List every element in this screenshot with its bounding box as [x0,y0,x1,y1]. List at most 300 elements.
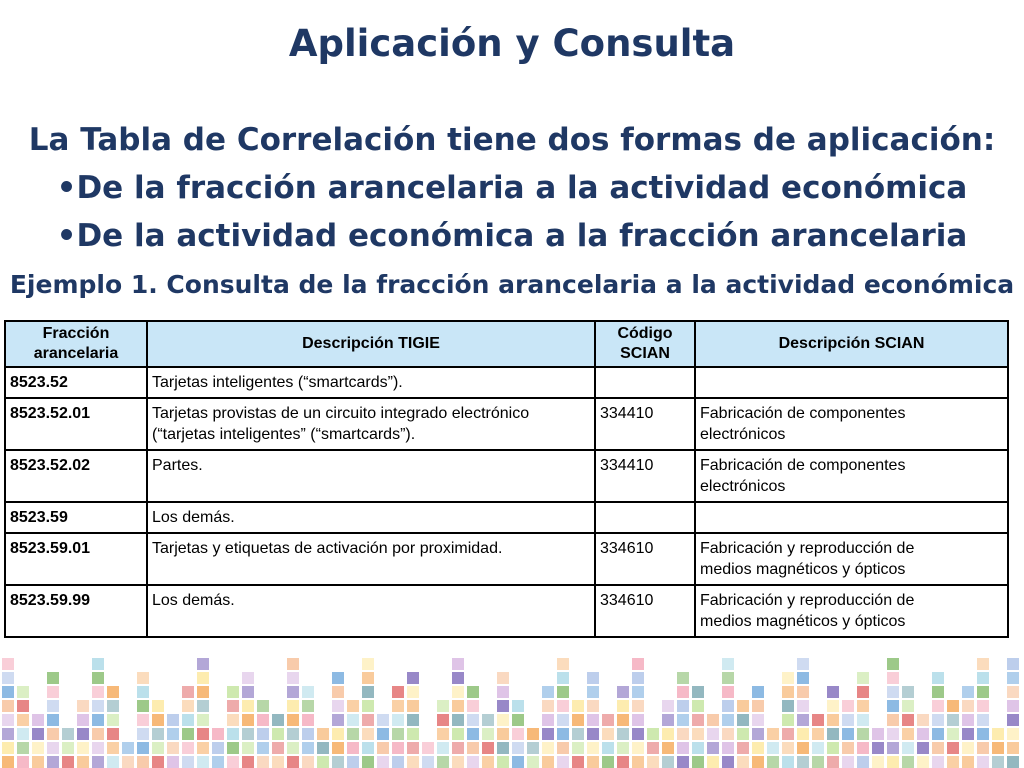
decor-column [452,656,464,768]
cell-tigie [147,502,595,533]
decor-column [527,726,539,768]
decor-square [752,742,764,754]
decor-square [467,686,479,698]
decor-square [392,714,404,726]
decor-square [977,672,989,684]
decor-square [527,728,539,740]
decor-square [62,742,74,754]
decor-square [737,742,749,754]
decor-square [242,756,254,768]
decor-square [107,728,119,740]
decor-square [182,756,194,768]
decor-square [677,686,689,698]
decor-square [47,686,59,698]
decor-column [257,698,269,768]
decor-square [617,728,629,740]
table-row [5,585,1008,637]
decor-square [932,756,944,768]
decor-square [302,728,314,740]
decor-square [257,700,269,712]
decor-square [722,742,734,754]
header-codigo-line2: SCIAN [620,345,670,362]
decor-square [632,686,644,698]
decor-square [617,686,629,698]
cell-scian-line1: Fabricación y reproducción de [700,540,915,557]
decor-column [902,684,914,768]
decor-square [542,686,554,698]
decor-square [692,742,704,754]
decor-square [347,728,359,740]
decor-column [557,656,569,768]
decor-square [737,700,749,712]
header-fraccion-line1: Fracción [42,325,110,342]
decor-square [452,728,464,740]
decor-square [857,728,869,740]
decor-square [47,700,59,712]
decor-column [872,726,884,768]
decor-square [62,756,74,768]
decor-square [2,742,14,754]
decor-square [332,728,344,740]
decor-square [1007,700,1019,712]
decor-square [992,742,1004,754]
decor-square [377,742,389,754]
decor-square [932,742,944,754]
decor-square [512,756,524,768]
decor-square [197,658,209,670]
decor-square [722,714,734,726]
decor-square [947,700,959,712]
decor-square [902,728,914,740]
decor-square [332,742,344,754]
decor-square [122,756,134,768]
decor-square [857,686,869,698]
decor-column [2,656,14,768]
decor-square [782,700,794,712]
decor-column [227,684,239,768]
decor-square [227,742,239,754]
decor-square [182,728,194,740]
decor-square [587,672,599,684]
decor-square [287,756,299,768]
decor-square [797,686,809,698]
decor-square [812,714,824,726]
decor-square [572,700,584,712]
decor-square [227,756,239,768]
decor-square [557,700,569,712]
decor-square [197,714,209,726]
decor-square [1007,742,1019,754]
decor-square [677,728,689,740]
cell-fraccion: 8523.52.02 [5,450,147,502]
decor-square [122,742,134,754]
decor-square [752,728,764,740]
decor-column [317,726,329,768]
cell-scian-line1: Fabricación y reproducción de [700,592,915,609]
decor-square [707,728,719,740]
decor-square [587,686,599,698]
decor-column [947,698,959,768]
decor-square [872,728,884,740]
decor-square [1007,728,1019,740]
decor-square [812,728,824,740]
decor-square [782,672,794,684]
decor-square [242,700,254,712]
decor-square [467,728,479,740]
decor-square [137,714,149,726]
cell-scian-line2: medios magnéticos y ópticos [700,613,906,630]
decor-square [482,714,494,726]
cell-tigie-line1: Los demás. [152,592,235,609]
decor-square [497,714,509,726]
decor-square [962,700,974,712]
decor-square [572,728,584,740]
decor-column [32,712,44,768]
decor-square [167,742,179,754]
decor-square [197,756,209,768]
header-descripcion-scian: Descripción SCIAN [695,321,1008,367]
decor-square [932,728,944,740]
decor-square [152,714,164,726]
decor-square [212,728,224,740]
decor-square [197,728,209,740]
decor-square [917,728,929,740]
decor-square [572,756,584,768]
decor-square [677,756,689,768]
decor-square [407,756,419,768]
decor-square [2,686,14,698]
decor-square [197,686,209,698]
decor-square [287,742,299,754]
table-row [5,450,1008,502]
decor-square [947,728,959,740]
decor-square [977,714,989,726]
decor-column [617,684,629,768]
example-title: Ejemplo 1. Consulta de la fracción arancelaria a la actividad económica [9,270,1015,299]
decor-square [17,700,29,712]
cell-codigo: 334410 [595,398,695,450]
decor-square [272,714,284,726]
decor-square [362,658,374,670]
decor-square [242,728,254,740]
decor-square [722,728,734,740]
decor-square [887,728,899,740]
decor-column [572,698,584,768]
decor-square [467,714,479,726]
table-header-row [5,321,1008,367]
decor-square [332,686,344,698]
decor-square [767,756,779,768]
decor-square [332,700,344,712]
decor-column [92,656,104,768]
cell-tigie [147,398,595,450]
decor-square [287,686,299,698]
decor-square [917,714,929,726]
decor-square [752,700,764,712]
decor-square [47,742,59,754]
correlation-table [4,320,1009,638]
decor-square [542,700,554,712]
decor-square [212,756,224,768]
decor-square [2,658,14,670]
decor-square [512,714,524,726]
decor-square [257,756,269,768]
decor-column [512,698,524,768]
decor-square [212,742,224,754]
decor-square [782,714,794,726]
cell-scian [695,502,1008,533]
decor-square [572,742,584,754]
decor-square [842,728,854,740]
header-fraccion-line2: arancelaria [33,345,119,362]
decor-column [437,698,449,768]
decor-square [737,756,749,768]
decor-square [152,756,164,768]
decor-column [122,740,134,768]
decor-square [947,756,959,768]
decor-square [242,714,254,726]
colored-squares-footer [0,650,1024,768]
cell-scian-line1: Fabricación de componentes [700,405,906,422]
decor-square [887,700,899,712]
decor-square [272,756,284,768]
decor-square [857,742,869,754]
decor-square [377,756,389,768]
decor-square [542,756,554,768]
decor-square [467,700,479,712]
decor-square [542,728,554,740]
decor-square [317,756,329,768]
decor-column [242,670,254,768]
decor-square [92,672,104,684]
decor-square [47,728,59,740]
decor-square [947,714,959,726]
decor-square [512,742,524,754]
decor-square [152,742,164,754]
decor-square [887,742,899,754]
decor-square [617,742,629,754]
decor-column [362,656,374,768]
decor-square [227,728,239,740]
decor-square [1007,658,1019,670]
decor-square [557,714,569,726]
decor-column [932,670,944,768]
decor-square [92,658,104,670]
correlation-table-wrapper [4,320,1009,638]
decor-column [977,656,989,768]
decor-square [227,700,239,712]
decor-square [887,672,899,684]
cell-tigie-line1: Tarjetas y etiquetas de activación por proximidad. [152,540,503,557]
decor-square [77,728,89,740]
decor-square [287,728,299,740]
decor-square [737,714,749,726]
decor-column [467,684,479,768]
decor-column [212,726,224,768]
decor-square [692,700,704,712]
decor-column [992,726,1004,768]
cell-scian-line2: electrónicos [700,478,786,495]
decor-square [842,756,854,768]
decor-column [392,684,404,768]
decor-square [107,756,119,768]
decor-square [887,658,899,670]
decor-column [602,712,614,768]
intro-block [0,116,1024,260]
decor-square [167,756,179,768]
decor-column [482,712,494,768]
decor-square [32,742,44,754]
decor-column [707,712,719,768]
decor-square [332,714,344,726]
decor-column [107,684,119,768]
decor-square [17,686,29,698]
decor-square [677,700,689,712]
decor-column [737,698,749,768]
decor-square [377,714,389,726]
decor-square [752,756,764,768]
decor-square [677,714,689,726]
cell-tigie-line2: (“tarjetas inteligentes” (“smartcards”). [152,426,416,443]
decor-square [632,742,644,754]
decor-square [947,742,959,754]
cell-codigo: 334410 [595,450,695,502]
decor-square [77,742,89,754]
decor-square [302,756,314,768]
decor-square [362,686,374,698]
decor-square [632,756,644,768]
decor-square [887,756,899,768]
decor-square [392,756,404,768]
decor-square [557,742,569,754]
decor-square [107,686,119,698]
decor-square [182,686,194,698]
decor-square [347,700,359,712]
decor-square [182,714,194,726]
decor-column [332,670,344,768]
decor-square [107,700,119,712]
cell-scian [695,398,1008,450]
decor-square [737,728,749,740]
decor-column [722,656,734,768]
decor-square [917,756,929,768]
decor-square [932,700,944,712]
decor-square [347,756,359,768]
cell-tigie [147,450,595,502]
header-codigo-line1: Código [617,325,673,342]
decor-square [497,728,509,740]
decor-column [842,698,854,768]
decor-square [557,686,569,698]
decor-square [302,686,314,698]
decor-square [272,728,284,740]
decor-column [182,684,194,768]
decor-square [392,728,404,740]
decor-square [2,672,14,684]
decor-square [47,672,59,684]
decor-square [197,742,209,754]
decor-square [242,686,254,698]
header-descripcion-tigie: Descripción TIGIE [147,321,595,367]
decor-square [977,658,989,670]
decor-square [407,700,419,712]
decor-square [797,742,809,754]
decor-column [422,740,434,768]
decor-square [1007,756,1019,768]
decor-square [482,756,494,768]
decor-square [602,756,614,768]
decor-square [62,728,74,740]
decor-column [77,698,89,768]
decor-square [962,756,974,768]
cell-tigie-line1: Los demás. [152,509,235,526]
cell-scian-line1: Fabricación de componentes [700,457,906,474]
decor-square [512,728,524,740]
decor-square [437,700,449,712]
decor-square [467,742,479,754]
decor-square [2,714,14,726]
decor-square [692,756,704,768]
decor-square [17,728,29,740]
decor-square [167,728,179,740]
decor-square [152,700,164,712]
cell-tigie-line1: Tarjetas provistas de un circuito integrado electrónico [152,405,530,422]
decor-square [797,756,809,768]
decor-square [287,672,299,684]
decor-column [167,712,179,768]
decor-square [182,700,194,712]
decor-square [227,686,239,698]
decor-square [17,756,29,768]
decor-square [2,700,14,712]
decor-square [1007,714,1019,726]
decor-square [827,700,839,712]
decor-square [632,658,644,670]
cell-fraccion: 8523.52 [5,367,147,398]
decor-column [377,712,389,768]
table-row [5,502,1008,533]
decor-square [827,742,839,754]
cell-scian [695,533,1008,585]
decor-square [227,714,239,726]
decor-square [617,756,629,768]
decor-square [197,700,209,712]
decor-square [782,756,794,768]
decor-square [722,672,734,684]
decor-square [92,756,104,768]
decor-square [872,742,884,754]
decor-square [137,756,149,768]
decor-square [362,756,374,768]
decor-square [347,742,359,754]
decor-column [632,656,644,768]
decor-square [632,728,644,740]
decor-square [422,742,434,754]
decor-square [662,728,674,740]
decor-square [857,714,869,726]
decor-square [167,714,179,726]
decor-square [407,686,419,698]
decor-square [557,728,569,740]
decor-square [302,700,314,712]
decor-square [782,686,794,698]
decor-column [1007,656,1019,768]
decor-square [782,728,794,740]
decor-square [677,672,689,684]
decor-square [497,700,509,712]
decor-square [632,714,644,726]
decor-square [452,714,464,726]
